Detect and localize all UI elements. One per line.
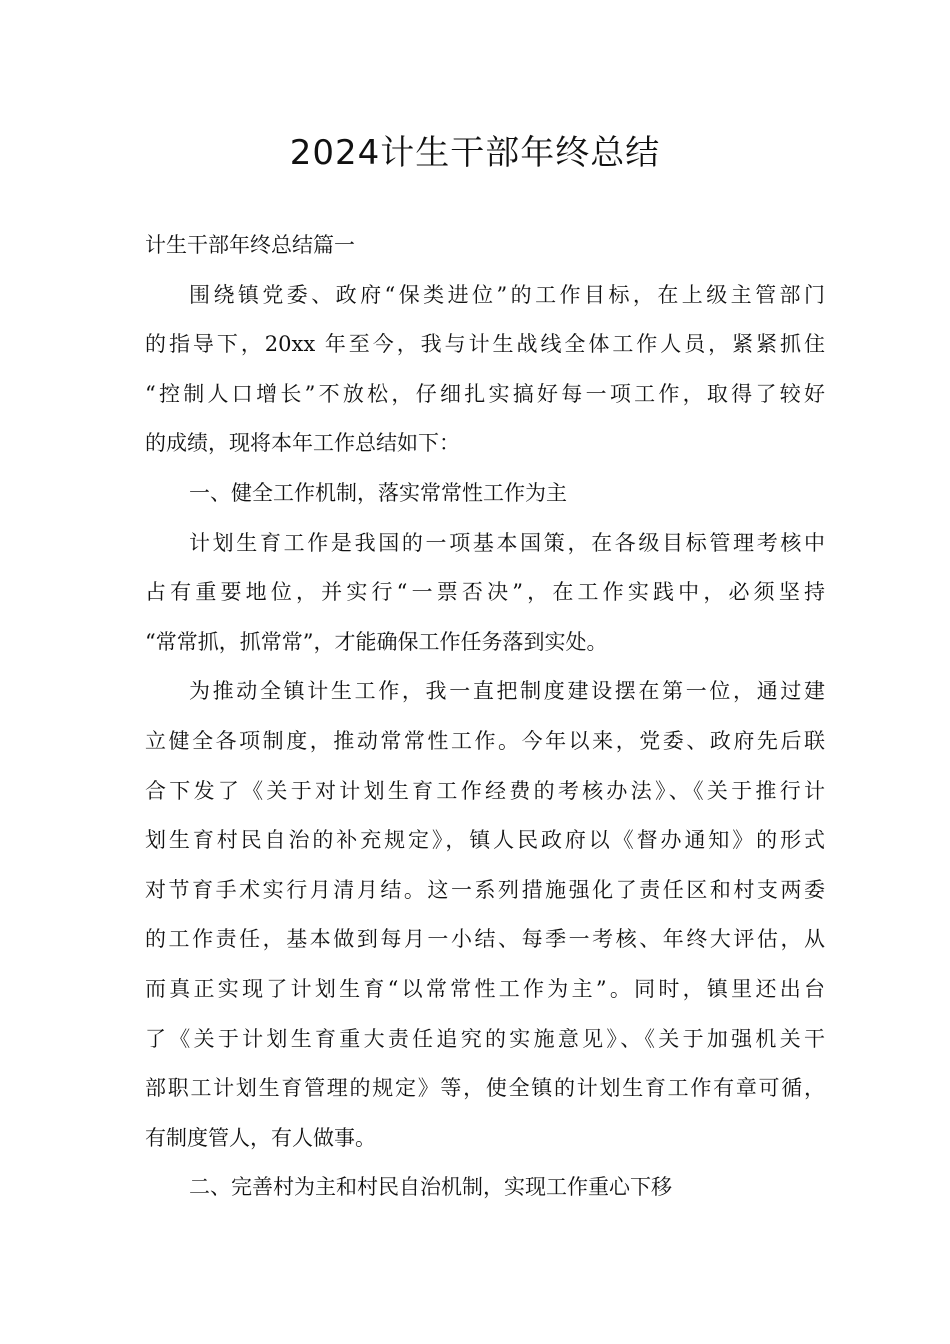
paragraph-line: 立健全各项制度，推动常常性工作。今年以来，党委、政府先后联 [145,728,825,753]
paragraph-line: 合下发了《关于对计划生育工作经费的考核办法》、《关于推行计 [145,778,825,803]
paragraph-line: 占有重要地位，并实行“一票否决”，在工作实践中，必须坚持 [145,580,825,605]
paragraph-line: 了《关于计划生育重大责任追究的实施意见》、《关于加强机关干 [145,1026,825,1051]
paragraph-line: 围绕镇党委、政府“保类进位”的工作目标，在上级主管部门 [189,282,825,307]
paragraph-line: 划生育村民自治的补充规定》，镇人民政府以《督办通知》的形式 [145,828,825,853]
paragraph-line: 为推动全镇计生工作，我一直把制度建设摆在第一位，通过建 [189,679,825,704]
paragraph-line: 对节育手术实行月清月结。这一系列措施强化了责任区和村支两委 [145,877,825,902]
paragraph-line: 有制度管人，有人做事。 [145,1125,376,1150]
section-heading: 一、健全工作机制，落实常常性工作为主 [189,480,567,505]
document-body [145,233,825,1225]
paragraph-line: “控制人口增长”不放松，仔细扎实搞好每一项工作，取得了较好 [145,381,825,406]
paragraph-line: 部职工计划生育管理的规定》等，使全镇的计划生育工作有章可循， [145,1076,825,1101]
document-title: 2024计生干部年终总结 [289,133,661,173]
paragraph-line: “常常抓，抓常常”，才能确保工作任务落到实处。 [145,629,608,654]
paragraph-line: 而真正实现了计划生育“以常常性工作为主”。同时，镇里还出台 [145,976,825,1001]
section-heading: 二、完善村为主和村民自治机制，实现工作重心下移 [189,1175,672,1200]
paragraph-line: 的成绩，现将本年工作总结如下： [145,431,460,456]
paragraph-line: 的工作责任，基本做到每月一小结、每季一考核、年终大评估，从 [145,927,825,952]
paragraph-line: 计划生育工作是我国的一项基本国策，在各级目标管理考核中 [189,530,825,555]
paragraph-line: 的指导下，20xx 年至今，我与计生战线全体工作人员，紧紧抓住 [145,332,825,357]
section-heading: 计生干部年终总结篇一 [145,233,355,257]
